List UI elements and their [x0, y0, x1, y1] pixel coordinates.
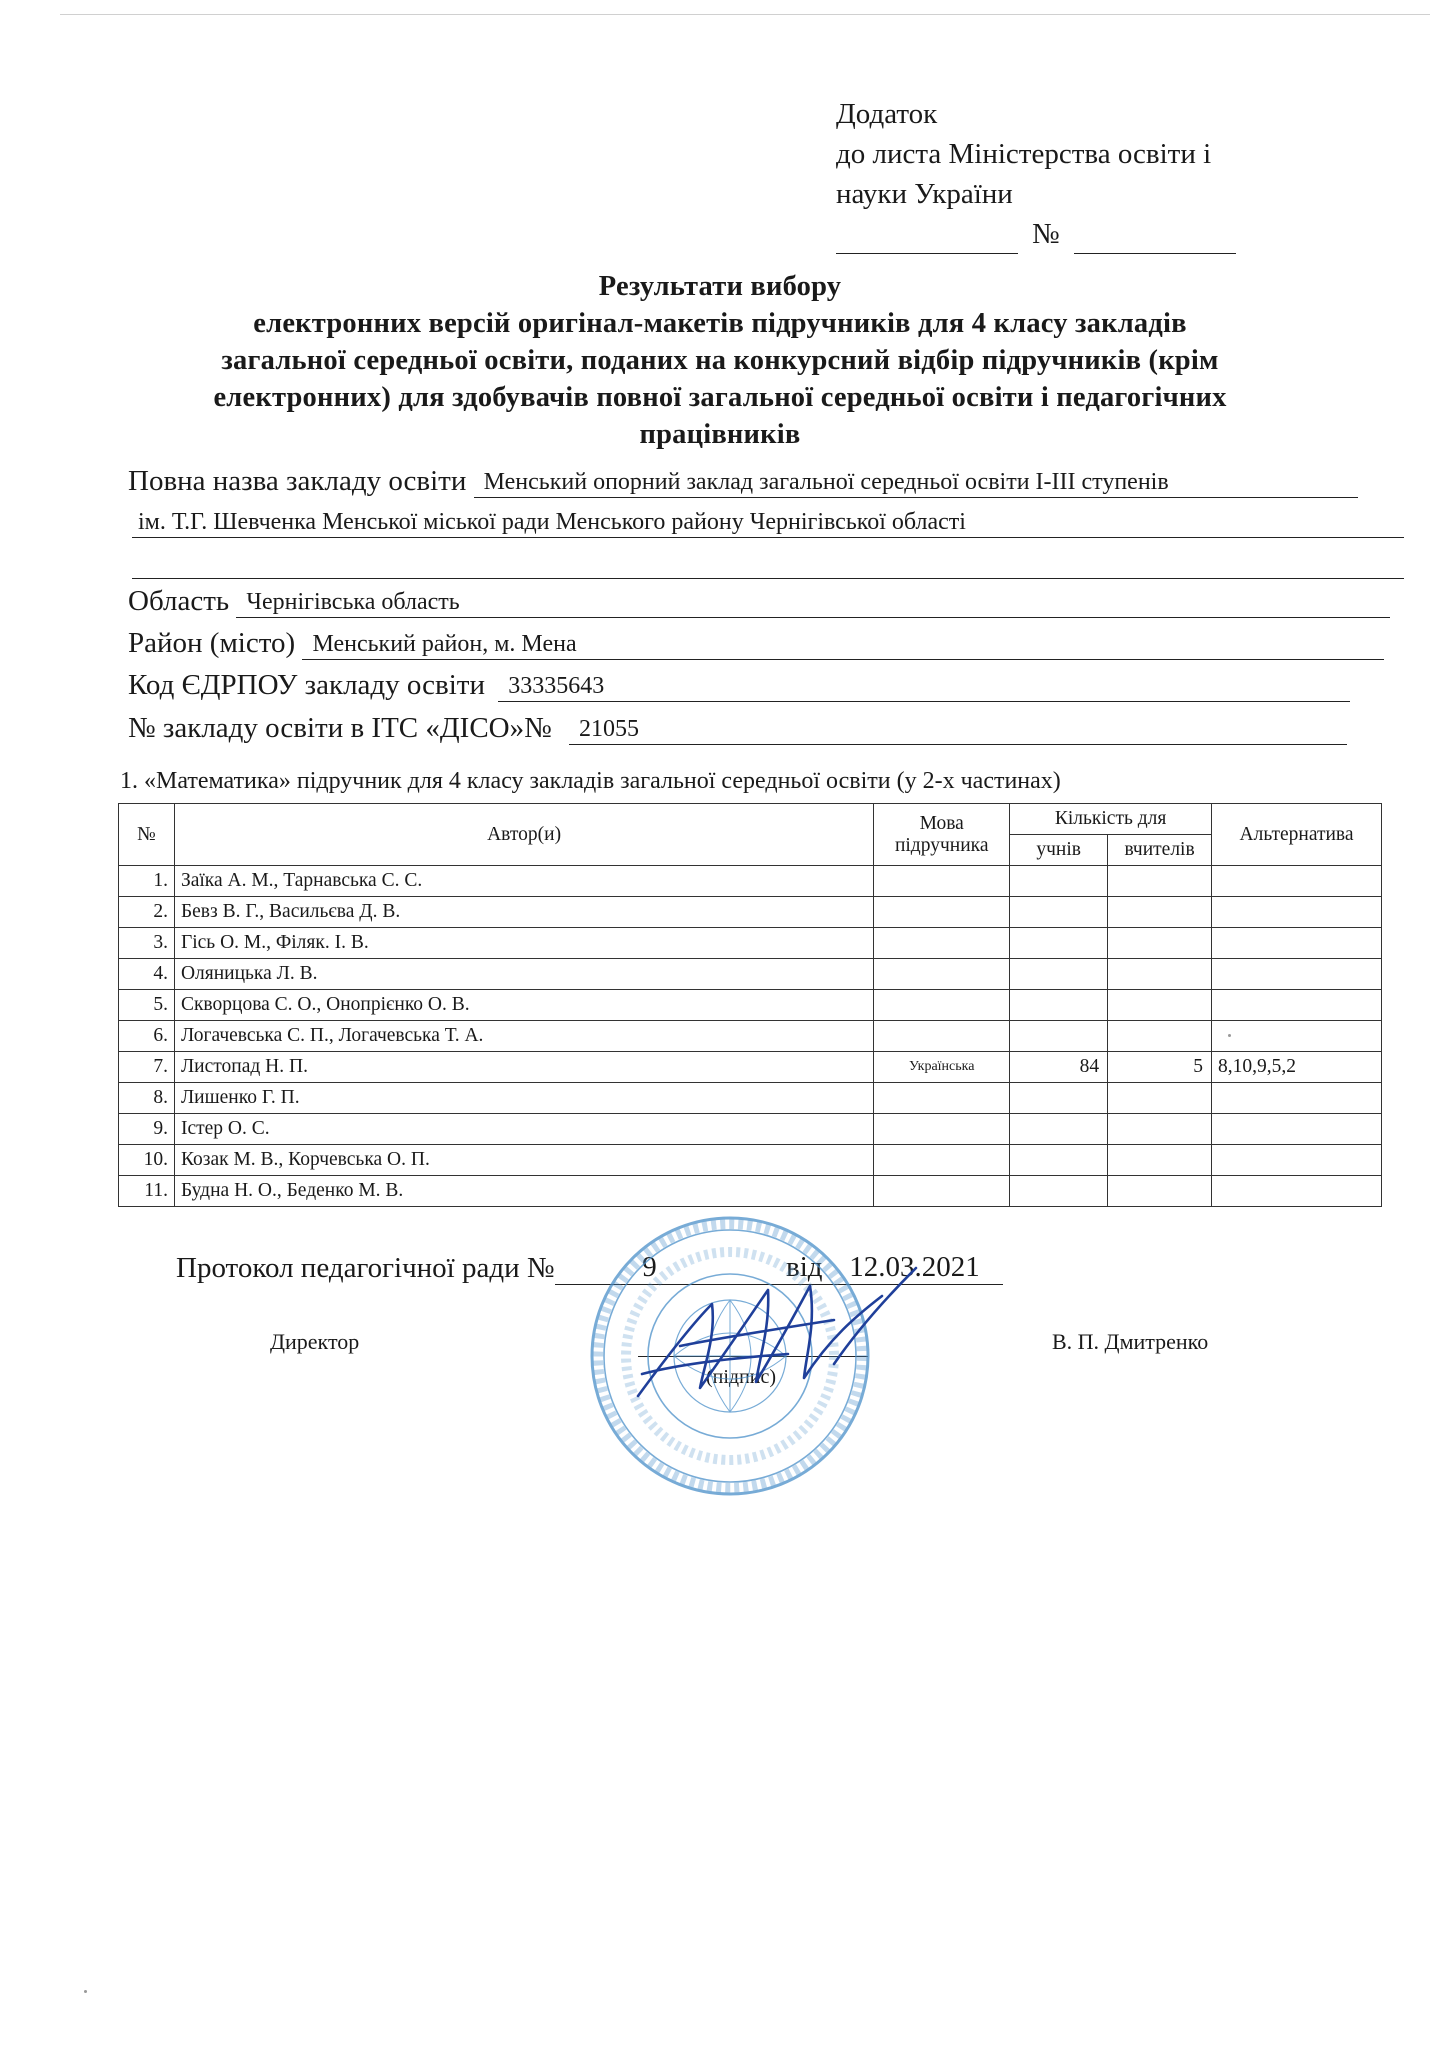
addendum-line-3: науки України: [836, 178, 1013, 210]
row-number: 6.: [119, 1021, 175, 1052]
region-value: Чернігівська область: [236, 587, 1390, 618]
row-authors: Будна Н. О., Беденко М. В.: [174, 1176, 873, 1207]
row-language: [874, 990, 1010, 1021]
row-students: 84: [1010, 1052, 1108, 1083]
row-authors: Оляницька Л. В.: [174, 959, 873, 990]
row-teachers: [1108, 866, 1212, 897]
section-title: 1. «Математика» підручник для 4 класу закладів загальної середньої освіти (у 2-х частинах): [120, 768, 1061, 794]
row-language: [874, 897, 1010, 928]
header-students: учнів: [1010, 835, 1108, 866]
row-language: [874, 866, 1010, 897]
director-signature: [620, 1246, 940, 1426]
row-students: [1010, 1114, 1108, 1145]
institution-name-label: Повна назва закладу освіти: [128, 465, 467, 497]
header-alternative: Альтернатива: [1212, 804, 1382, 866]
row-language: [874, 928, 1010, 959]
row-teachers: [1108, 928, 1212, 959]
row-alternative: 8,10,9,5,2: [1212, 1052, 1382, 1083]
edrpou-field: [128, 669, 1350, 702]
row-number: 3.: [119, 928, 175, 959]
header-language: [874, 804, 1010, 866]
row-authors: Козак М. В., Корчевська О. П.: [174, 1145, 873, 1176]
row-number: 4.: [119, 959, 175, 990]
row-alternative: [1212, 1145, 1382, 1176]
row-language: [874, 1114, 1010, 1145]
district-label: Район (місто): [128, 627, 296, 659]
row-teachers: [1108, 1114, 1212, 1145]
its-field: [128, 712, 1347, 745]
title-line-2: електронних версій оригінал-макетів підручників для 4 класу закладів: [253, 308, 1187, 339]
addendum-title: Додаток: [836, 98, 938, 130]
row-students: [1010, 1145, 1108, 1176]
row-students: [1010, 897, 1108, 928]
director-name: В. П. Дмитренко: [1052, 1329, 1209, 1354]
row-students: [1010, 1176, 1108, 1207]
table-row: [119, 959, 1382, 990]
addendum-line-2: до листа Міністерства освіти і: [836, 138, 1212, 170]
edrpou-value: 33335643: [498, 671, 1350, 702]
row-teachers: [1108, 1145, 1212, 1176]
row-alternative: [1212, 959, 1382, 990]
row-language: [874, 1021, 1010, 1052]
signature-caption: (підпис): [706, 1366, 777, 1388]
row-teachers: [1108, 1021, 1212, 1052]
row-students: [1010, 990, 1108, 1021]
row-authors: Гісь О. М., Філяк. І. В.: [174, 928, 873, 959]
addendum-block: [836, 94, 1236, 254]
row-language: [874, 1083, 1010, 1114]
row-authors: Лишенко Г. П.: [174, 1083, 873, 1114]
protocol-number: 9: [555, 1250, 745, 1285]
table-row: [119, 897, 1382, 928]
row-authors: Логачевська С. П., Логачевська Т. А.: [174, 1021, 873, 1052]
row-students: [1010, 1083, 1108, 1114]
institution-name-value-2: ім. Т.Г. Шевченка Менської міської ради Менського району Чернігівської області: [132, 507, 1404, 538]
row-alternative: [1212, 928, 1382, 959]
row-number: 1.: [119, 866, 175, 897]
title-line-1: Результати вибору: [598, 271, 842, 302]
header-number: №: [119, 804, 175, 866]
title-line-5: працівників: [639, 419, 801, 450]
row-alternative: [1212, 897, 1382, 928]
header-authors: Автор(и): [174, 804, 873, 866]
table-row: [119, 1114, 1382, 1145]
row-language: [874, 1145, 1010, 1176]
blank-number: [1074, 225, 1236, 254]
institution-name-blank-line: [132, 549, 1404, 579]
row-number: 5.: [119, 990, 175, 1021]
title-line-3: загальної середньої освіти, поданих на конкурсний відбір підручників (крім: [221, 345, 1219, 376]
protocol-date: 12.03.2021: [827, 1250, 1003, 1285]
row-teachers: [1108, 959, 1212, 990]
row-authors: Бевз В. Г., Васильєва Д. В.: [174, 897, 873, 928]
scan-speck: [84, 1990, 87, 1993]
row-students: [1010, 866, 1108, 897]
header-teachers: вчителів: [1108, 835, 1212, 866]
blank-date: [836, 225, 1018, 254]
table-row: [119, 866, 1382, 897]
row-teachers: 5: [1108, 1052, 1212, 1083]
title-line-4: електронних) для здобувачів повної загальної середньої освіти і педагогічних: [213, 382, 1227, 413]
region-label: Область: [128, 585, 230, 617]
header-language-line-2: підручника: [894, 834, 989, 856]
row-number: 8.: [119, 1083, 175, 1114]
table-row: [119, 1145, 1382, 1176]
scan-speck: [1228, 1034, 1231, 1037]
district-field: [128, 627, 1384, 660]
district-value: Менський район, м. Мена: [302, 629, 1384, 660]
row-students: [1010, 959, 1108, 990]
edrpou-label: Код ЄДРПОУ закладу освіти: [128, 669, 485, 701]
table-row: [119, 990, 1382, 1021]
row-language: [874, 959, 1010, 990]
row-number: 10.: [119, 1145, 175, 1176]
its-value: 21055: [569, 714, 1347, 745]
row-number: 9.: [119, 1114, 175, 1145]
addendum-number-line: [836, 214, 1236, 254]
scan-edge-line: [60, 14, 1430, 15]
row-number: 2.: [119, 897, 175, 928]
row-language: Українська: [874, 1052, 1010, 1083]
row-students: [1010, 1021, 1108, 1052]
row-authors: Заїка А. М., Тарнавська С. С.: [174, 866, 873, 897]
row-teachers: [1108, 1083, 1212, 1114]
row-authors: Листопад Н. П.: [174, 1052, 873, 1083]
institution-name-field: [128, 465, 1358, 498]
row-alternative: [1212, 990, 1382, 1021]
row-number: 7.: [119, 1052, 175, 1083]
header-language-line-1: Мова: [919, 812, 964, 834]
director-title: Директор: [270, 1329, 360, 1354]
protocol-from-label: від: [745, 1250, 827, 1285]
row-alternative: [1212, 1114, 1382, 1145]
its-label: № закладу освіти в ІТС «ДІСО»№: [128, 712, 552, 744]
header-quantity: Кількість для: [1010, 804, 1212, 835]
region-field: [128, 585, 1390, 618]
row-teachers: [1108, 897, 1212, 928]
table-row: [119, 1176, 1382, 1207]
institution-name-value: Менський опорний заклад загальної середньої освіти I-III ступенів: [474, 467, 1358, 498]
row-number: 11.: [119, 1176, 175, 1207]
table-row: [119, 1052, 1382, 1083]
table-row: [119, 1083, 1382, 1114]
row-alternative: [1212, 1083, 1382, 1114]
protocol-label: Протокол педагогічної ради №: [176, 1252, 555, 1284]
document-title: [120, 268, 1320, 453]
row-authors: Істер О. С.: [174, 1114, 873, 1145]
row-teachers: [1108, 990, 1212, 1021]
row-teachers: [1108, 1176, 1212, 1207]
row-alternative: [1212, 1021, 1382, 1052]
textbook-table: [118, 803, 1382, 1207]
row-alternative: [1212, 1176, 1382, 1207]
row-authors: Скворцова С. О., Онопрієнко О. В.: [174, 990, 873, 1021]
row-language: [874, 1176, 1010, 1207]
table-row: [119, 928, 1382, 959]
row-students: [1010, 928, 1108, 959]
table-row: [119, 1021, 1382, 1052]
number-sign: №: [1032, 218, 1060, 250]
row-alternative: [1212, 866, 1382, 897]
